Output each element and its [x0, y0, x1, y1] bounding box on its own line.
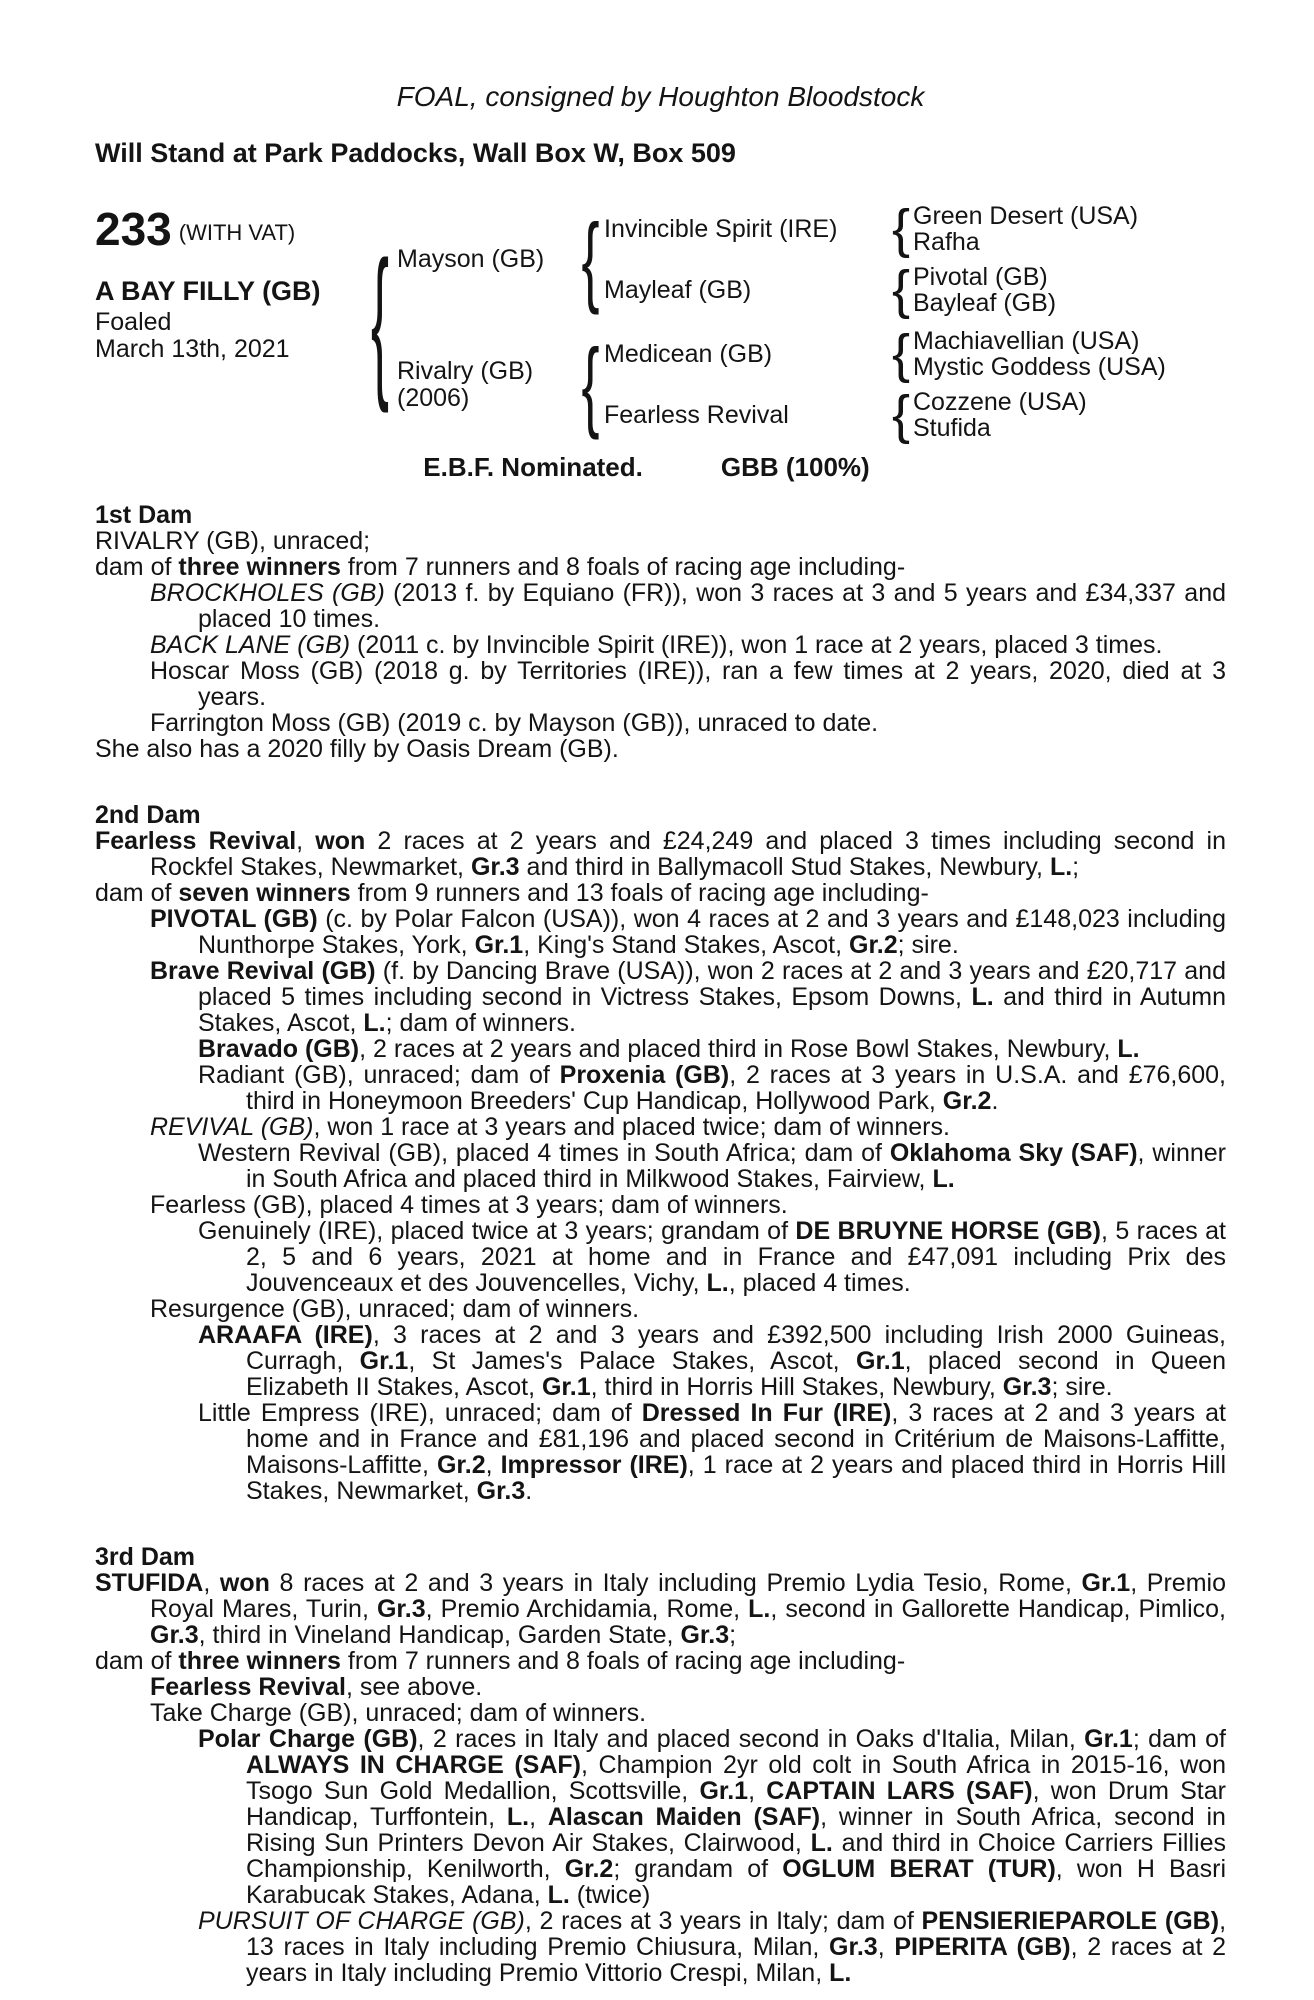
text-run: , — [529, 1803, 548, 1831]
dam-section-heading: 3rd Dam — [95, 1543, 196, 1571]
text-run: Gr.1 — [1081, 1569, 1131, 1597]
pedigree-paragraph — [95, 580, 1226, 632]
text-run: dam of — [95, 553, 179, 581]
pedigree-paragraph — [95, 880, 1226, 906]
text-run: (2013 f. by Equiano (FR)), won 3 races at 3 and 5 years and £34,337 and placed 10 times. — [198, 579, 1226, 633]
text-run: won — [219, 1569, 270, 1597]
nomination-line — [81, 454, 1212, 480]
sire-brace: { — [581, 204, 600, 315]
pedigree-paragraph — [95, 1726, 1226, 1908]
text-run: , — [296, 827, 316, 855]
text-run: L. — [363, 1009, 386, 1037]
consignor-line: FOAL, consigned by Houghton Bloodstock — [396, 81, 925, 112]
pedigree-paragraph — [95, 1140, 1226, 1192]
pedigree-paragraph — [95, 554, 1226, 580]
text-run: L. — [932, 1165, 955, 1193]
dam-section — [95, 1544, 1226, 1986]
text-run: 8 races at 2 and 3 years in Italy including Premio Lydia Tesio, Rome, — [269, 1569, 1082, 1597]
text-run: (c. by Polar Falcon (USA)), won 4 races at 2 and 3 years and £148,023 including Nunthorpe Stakes, York, — [198, 905, 1226, 959]
text-run: L. — [829, 1959, 852, 1987]
text-run: from 7 runners and 8 foals of racing age including- — [340, 553, 906, 581]
sire-dam-brace: { — [891, 260, 911, 320]
text-run: She also has a 2020 filly by Oasis Dream (GB). — [95, 735, 619, 763]
text-run: , third in Horris Hill Stakes, Newbury, — [590, 1373, 1003, 1401]
text-run: Fearless (GB), placed 4 times at 3 years; dam of winners. — [150, 1191, 788, 1219]
text-run: Farrington Moss (GB) (2019 c. by Mayson (GB)), unraced to date. — [150, 709, 879, 737]
text-run: ; grandam of — [613, 1855, 783, 1883]
pedigree-paragraph — [95, 736, 1226, 762]
text-run: ; dam of winners. — [385, 1009, 576, 1037]
text-run: (twice) — [569, 1881, 651, 1909]
text-run: ; sire. — [1051, 1373, 1113, 1401]
text-run: , 2 races at 2 years in Italy including Premio Vittorio Crespi, Milan, — [246, 1933, 1226, 1987]
text-run: Fearless Revival — [150, 1673, 346, 1701]
text-run: Gr.2 — [564, 1855, 614, 1883]
dam-dam-name: Fearless Revival — [604, 401, 789, 429]
dam-branch — [397, 324, 1226, 445]
dam-sire-name: Medicean (GB) — [604, 340, 773, 368]
text-run: , Champion 2yr old colt in South Africa in 2015-16, won Tsogo Sun Gold Medallion, Scottsville, — [246, 1751, 1226, 1805]
text-run: , second in Gallorette Handicap, Pimlico, — [770, 1595, 1226, 1623]
text-run: L. — [1117, 1035, 1140, 1063]
sire-sire-brace: { — [891, 199, 911, 259]
text-run: Genuinely (IRE), placed twice at 3 years; grandam of — [198, 1217, 796, 1245]
pedigree-paragraph — [95, 632, 1226, 658]
text-run: , winner in South Africa, second in Rising Sun Printers Devon Air Stakes, Clairwood, — [246, 1803, 1226, 1857]
pedigree-paragraph — [95, 1908, 1226, 1986]
ancestor-name: Green Desert (USA) — [913, 202, 1139, 230]
vat-note: (WITH VAT) — [178, 220, 296, 245]
text-run: , placed 4 times. — [728, 1269, 911, 1297]
dam-section — [95, 502, 1226, 762]
text-run: and third in Choice Carriers Fillies Championship, Kenilworth, — [246, 1829, 1226, 1883]
ancestor-name: Stufida — [913, 414, 991, 442]
text-run: BROCKHOLES (GB) — [150, 579, 385, 607]
text-run: REVIVAL (GB) — [150, 1113, 314, 1141]
text-run: Gr.2 — [849, 931, 898, 959]
text-run: and third in Autumn Stakes, Ascot, — [198, 983, 1226, 1037]
pedigree-paragraph — [95, 1700, 1226, 1726]
dam-year: (2006) — [397, 383, 470, 412]
text-run: , 13 races in Italy including Premio Chiusura, Milan, — [246, 1907, 1227, 1961]
text-run: Gr.3 — [476, 1477, 526, 1505]
text-run: L. — [506, 1803, 530, 1831]
dam-brace: { — [581, 329, 600, 440]
pedigree-paragraph — [95, 1674, 1226, 1700]
text-run: ; — [729, 1621, 737, 1649]
dam-dam-brace: { — [891, 385, 911, 445]
text-run: PENSIERIEPAROLE (GB) — [921, 1907, 1220, 1935]
pedigree-paragraph — [95, 1062, 1226, 1114]
dam-name-block — [397, 358, 577, 412]
dam-section-heading: 2nd Dam — [95, 801, 201, 829]
text-run: , Premio Royal Mares, Turin, — [150, 1569, 1226, 1623]
text-run: Radiant (GB), unraced; dam of — [198, 1061, 560, 1089]
text-run: Gr.3 — [470, 853, 520, 881]
text-run: from 7 runners and 8 foals of racing age including- — [340, 1647, 906, 1675]
ancestor-name: Cozzene (USA) — [913, 388, 1087, 416]
ebf-nominated-label: E.B.F. Nominated. — [423, 452, 643, 482]
text-run: PIVOTAL (GB) — [150, 905, 318, 933]
text-run: BACK LANE (GB) — [150, 631, 351, 659]
text-run: , — [877, 1933, 895, 1961]
text-run: three winners — [178, 1647, 341, 1675]
ancestor-name: Pivotal (GB) — [913, 263, 1048, 291]
text-run: Gr.3 — [1002, 1373, 1052, 1401]
text-run: , see above. — [345, 1673, 483, 1701]
gbb-label: GBB (100%) — [720, 452, 870, 482]
text-run: Gr.1 — [359, 1347, 409, 1375]
pedigree-paragraph — [95, 1648, 1226, 1674]
text-run: , 5 races at 2, 5 and 6 years, 2021 at home and in France and £47,091 including Prix des Jouvenceaux et des Jouvencelles, Vichy, — [246, 1217, 1226, 1297]
text-run: Dressed In Fur (IRE) — [641, 1399, 892, 1427]
text-run: OGLUM BERAT (TUR) — [782, 1855, 1056, 1883]
text-run: (f. by Dancing Brave (USA)), won 2 races at 2 and 3 years and £20,717 and placed 5 times including second in Victress Stakes, Epsom Downs, — [198, 957, 1226, 1011]
text-run: , St James's Palace Stakes, Ascot, — [408, 1347, 857, 1375]
text-run: PURSUIT OF CHARGE (GB) — [198, 1907, 525, 1935]
text-run: (2011 c. by Invincible Spirit (IRE)), won 1 race at 2 years, placed 3 times. — [350, 631, 1163, 659]
text-run: L. — [810, 1829, 833, 1857]
pedigree-paragraph — [95, 1218, 1226, 1296]
pedigree-paragraph — [95, 1114, 1226, 1140]
text-run: , won Drum Star Handicap, Turffontein, — [246, 1777, 1226, 1831]
text-run: STUFIDA — [95, 1569, 204, 1597]
dam-sire-brace: { — [891, 324, 911, 384]
text-run: Gr.3 — [829, 1933, 878, 1961]
dam-section — [95, 802, 1226, 1504]
pedigree-paragraph — [95, 1036, 1226, 1062]
text-run: L. — [547, 1881, 570, 1909]
text-run: Alascan Maiden (SAF) — [547, 1803, 821, 1831]
text-run: , 2 races at 2 years and placed third in Rose Bowl Stakes, Newbury, — [359, 1035, 1118, 1063]
pedigree-generations — [397, 199, 1226, 445]
text-run: Gr.1 — [1084, 1725, 1133, 1753]
dam-section-heading: 1st Dam — [95, 501, 193, 529]
foaled-date: March 13th, 2021 — [95, 335, 290, 363]
text-run: , — [485, 1451, 501, 1479]
text-run: seven winners — [178, 879, 351, 907]
text-run: Western Revival (GB), placed 4 times in South Africa; dam of — [198, 1139, 890, 1167]
pedigree-paragraph — [95, 1322, 1226, 1400]
lot-number: 233 — [95, 203, 172, 255]
text-run: Resurgence (GB), unraced; dam of winners. — [150, 1295, 640, 1323]
pedigree-tree — [95, 199, 1226, 445]
text-run: Gr.3 — [680, 1621, 730, 1649]
pedigree-paragraph — [95, 658, 1226, 710]
text-run: RIVALRY (GB), unraced; — [95, 527, 371, 555]
text-run: , 2 races at 3 years in Italy; dam of — [524, 1907, 922, 1935]
text-run: ARAAFA (IRE) — [198, 1321, 373, 1349]
pedigree-paragraph — [95, 710, 1226, 736]
pedigree-paragraph — [95, 1192, 1226, 1218]
text-run: Gr.1 — [474, 931, 524, 959]
text-run: , won 1 race at 3 years and placed twice; dam of winners. — [313, 1113, 950, 1141]
pedigree-main-brace: { — [370, 229, 390, 415]
text-run: won — [315, 827, 366, 855]
text-run: ; — [1072, 853, 1080, 881]
text-run: Oklahoma Sky (SAF) — [889, 1139, 1138, 1167]
text-run: . — [991, 1087, 999, 1115]
pedigree-paragraph — [95, 958, 1226, 1036]
text-run: and third in Ballymacoll Stud Stakes, Newbury, — [519, 853, 1050, 881]
text-run: Gr.1 — [699, 1777, 749, 1805]
text-run: Brave Revival (GB) — [150, 957, 376, 985]
text-run: , 3 races at 2 and 3 years at home and in France and £81,196 and placed second in Critérium de Maisons-Laffitte, Maisons-Laffitte, — [246, 1399, 1226, 1479]
text-run: , winner in South Africa and placed third in Milkwood Stakes, Fairview, — [246, 1139, 1226, 1193]
text-run: , won H Basri Karabucak Stakes, Adana, — [246, 1855, 1226, 1909]
text-run: Proxenia (GB) — [559, 1061, 730, 1089]
text-run: , 2 races in Italy and placed second in Oaks d'Italia, Milan, — [417, 1725, 1085, 1753]
lot-number-line — [95, 204, 363, 254]
text-run: CAPTAIN LARS (SAF) — [766, 1777, 1033, 1805]
text-run: , placed second in Queen Elizabeth II Stakes, Ascot, — [246, 1347, 1226, 1401]
text-run: ; dam of — [1132, 1725, 1226, 1753]
text-run: Gr.3 — [376, 1595, 426, 1623]
text-run: L. — [971, 983, 994, 1011]
text-run: 2 races at 2 years and £24,249 and placed 3 times including second in Rockfel Stakes, Newmarket, — [150, 827, 1226, 881]
text-run: L. — [1049, 853, 1073, 881]
ancestor-name: Machiavellian (USA) — [913, 327, 1140, 355]
text-run: ; sire. — [897, 931, 959, 959]
dam-sections — [95, 502, 1226, 1986]
text-run: Little Empress (IRE), unraced; dam of — [198, 1399, 642, 1427]
text-run: Gr.2 — [436, 1451, 486, 1479]
ancestor-name: Mystic Goddess (USA) — [913, 353, 1166, 381]
pedigree-paragraph — [95, 828, 1226, 880]
text-run: , 2 races at 3 years in U.S.A. and £76,600, third in Honeymoon Breeders' Cup Handicap, Hollywood Park, — [246, 1061, 1227, 1115]
pedigree-paragraph — [95, 1400, 1226, 1504]
pedigree-paragraph — [95, 1296, 1226, 1322]
text-run: , — [203, 1569, 220, 1597]
sire-sire-name: Invincible Spirit (IRE) — [604, 215, 838, 243]
text-run: Gr.1 — [541, 1373, 591, 1401]
text-run: Bravado (GB) — [198, 1035, 360, 1063]
text-run: , — [748, 1777, 767, 1805]
stand-location-line: Will Stand at Park Paddocks, Wall Box W, Box 509 — [95, 138, 736, 168]
text-run: dam of — [95, 879, 179, 907]
text-run: PIPERITA (GB) — [894, 1933, 1071, 1961]
text-run: from 9 runners and 13 foals of racing age including- — [350, 879, 929, 907]
lot-block — [95, 202, 363, 363]
text-run: , third in Vineland Handicap, Garden State, — [198, 1621, 681, 1649]
text-run: Gr.2 — [942, 1087, 992, 1115]
text-run: three winners — [178, 553, 341, 581]
foaled-label: Foaled — [95, 308, 172, 336]
horse-name: A BAY FILLY (GB) — [95, 276, 321, 306]
text-run: Gr.1 — [856, 1347, 905, 1375]
text-run: Take Charge (GB), unraced; dam of winners. — [150, 1699, 647, 1727]
sire-branch — [397, 199, 1226, 320]
ancestor-name: Rafha — [913, 228, 980, 256]
sire-name: Mayson (GB) — [397, 245, 545, 273]
text-run: DE BRUYNE HORSE (GB) — [795, 1217, 1101, 1245]
text-run: Hoscar Moss (GB) (2018 g. by Territories (IRE)), ran a few times at 2 years, 2020, died at 3 years. — [150, 657, 1226, 711]
pedigree-paragraph — [95, 528, 1226, 554]
sire-dam-name: Mayleaf (GB) — [604, 276, 752, 304]
text-run: Gr.3 — [150, 1621, 199, 1649]
text-run: , King's Stand Stakes, Ascot, — [523, 931, 849, 959]
pedigree-paragraph — [95, 906, 1226, 958]
text-run: L. — [748, 1595, 771, 1623]
text-run: L. — [706, 1269, 729, 1297]
text-run: ALWAYS IN CHARGE (SAF) — [246, 1751, 581, 1779]
text-run: Impressor (IRE) — [500, 1451, 688, 1479]
text-run: , 3 races at 2 and 3 years and £392,500 including Irish 2000 Guineas, Curragh, — [246, 1321, 1226, 1375]
text-run: Polar Charge (GB) — [198, 1725, 418, 1753]
text-run: . — [525, 1477, 533, 1505]
pedigree-paragraph — [95, 1570, 1226, 1648]
text-run: , Premio Archidamia, Rome, — [425, 1595, 749, 1623]
text-run: Fearless Revival — [95, 827, 297, 855]
text-run: dam of — [95, 1647, 179, 1675]
dam-name: Rivalry (GB) — [397, 356, 534, 385]
ancestor-name: Bayleaf (GB) — [913, 289, 1057, 317]
text-run: , 1 race at 2 years and placed third in Horris Hill Stakes, Newmarket, — [246, 1451, 1226, 1505]
